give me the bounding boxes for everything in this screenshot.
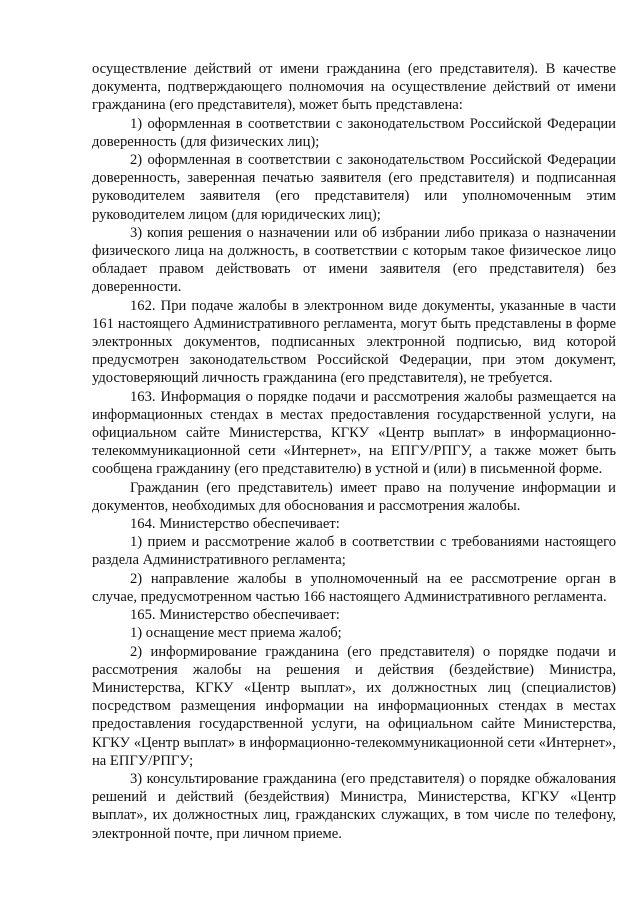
paragraph-163-complaint-information: 163. Информация о порядке подачи и рассмотрения жалобы размещается на информационных стендах в местах предоставления государственной услуги, на официальном сайте Министерства, КГКУ «Центр выплат» в информационно-телекоммуникационной сети «Интернет», на ЕПГУ/РПГУ, а также может быть сообщена гражданину (его представителю) в устной и (или) в письменной форме. <box>92 388 616 478</box>
paragraph-item-3-appointment-decision: 3) копия решения о назначении или об избрании либо приказа о назначении физического лица на должность, в соответствии с которым такое физическое лицо обладает правом действовать от имени заявителя (его представителя) без доверенности. <box>92 224 616 296</box>
paragraph-citizen-right-to-information: Гражданин (его представитель) имеет право на получение информации и документов, необходимых для обоснования и рассмотрения жалобы. <box>92 479 616 514</box>
paragraph-item-2-power-of-attorney-legal-entities: 2) оформленная в соответствии с законодательством Российской Федерации доверенность, заверенная печатью заявителя (его представителя) и подписанная руководителем заявителя (его представителя) или уполномоченным этим руководителем лицом (для юридических лиц); <box>92 152 616 223</box>
paragraph-164-heading: 164. Министерство обеспечивает: <box>130 516 340 533</box>
paragraph-162-electronic-submission: 162. При подаче жалобы в электронном виде документы, указанные в части 161 настоящего Административного регламента, могут быть представлены в форме электронных документов, подписанных электронной подписью, вид которой предусмотрен законодательством Российской Федерации, при этом документ, удостоверяющий личность гражданина (его представителя), не требуется. <box>92 297 616 387</box>
paragraph-165-item-2: 2) информирование гражданина (его представителя) о порядке подачи и рассмотрения жалобы на решения и действия (бездействие) Министра, Министерства, КГКУ «Центр выплат», их должностных лиц (специалистов) посредством размещения информации на информационных стендах в местах предоставления государственной услуги, на официальном сайте Министерства, КГКУ «Центр выплат» в информационно-телекоммуникационной сети «Интернет», на ЕПГУ/РПГУ; <box>92 643 616 769</box>
paragraph-164-item-2: 2) направление жалобы в уполномоченный на ее рассмотрение орган в случае, предусмотренном частью 166 настоящего Административного регламента. <box>92 570 616 605</box>
paragraph-165-item-1: 1) оснащение мест приема жалоб; <box>130 625 342 642</box>
paragraph-165-item-3: 3) консультирование гражданина (его представителя) о порядке обжалования решений и действий (бездействия) Министра, Министерства, КГКУ «Центр выплат», их должностных лиц, гражданских служащих, в том числе по телефону, электронной почте, при личном приеме. <box>92 770 616 842</box>
document-body <box>92 60 616 843</box>
paragraph-165-heading: 165. Министерство обеспечивает: <box>130 607 340 624</box>
paragraph-164-item-1: 1) прием и рассмотрение жалоб в соответствии с требованиями настоящего раздела Административного регламента; <box>92 534 616 569</box>
paragraph-item-1-power-of-attorney-individuals: 1) оформленная в соответствии с законодательством Российской Федерации доверенность (для физических лиц); <box>92 115 616 150</box>
paragraph-continuation: осуществление действий от имени гражданина (его представителя). В качестве документа, подтверждающего полномочия на осуществление действий от имени гражданина (его представителя), может быть представлена: <box>92 61 616 114</box>
